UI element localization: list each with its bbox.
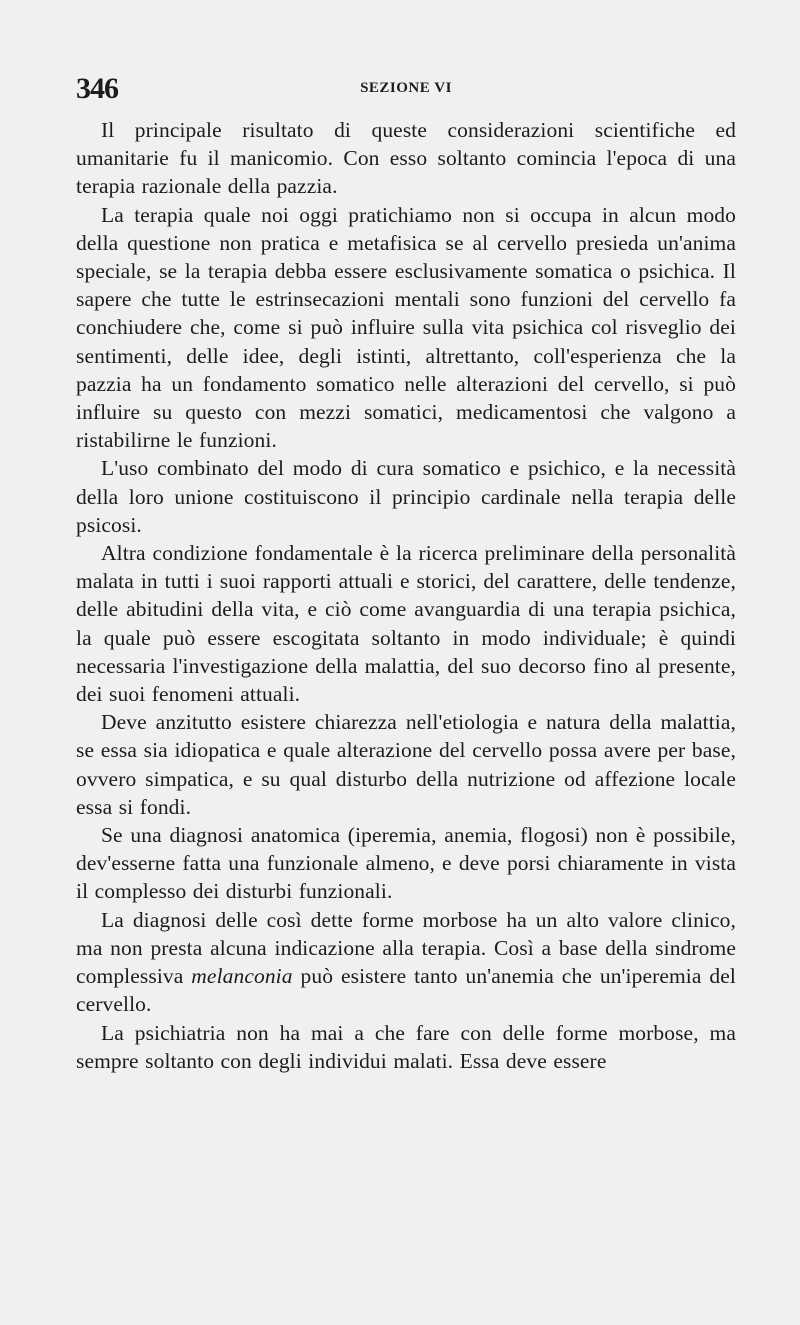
paragraph-8: La psichiatria non ha mai a che fare con delle forme morbose, ma sempre soltanto con degli individui malati. Essa deve essere <box>76 1020 736 1073</box>
emphasis-melanconia: melanconia <box>191 964 293 989</box>
paragraph-1: Il principale risultato di queste considerazioni scientifiche ed umanitarie fu il manicomio. Con esso soltanto comincia l'epoca di una terapia razionale della pazzia. <box>76 118 736 199</box>
section-title: SEZIONE VI <box>360 80 452 96</box>
page-header <box>76 72 736 108</box>
paragraph-2: La terapia quale noi oggi pratichiamo non si occupa in alcun modo della questione non pratica e metafisica se al cervello presieda un'anima speciale, se la terapia debba essere esclusivamente somatica o psichica. Il sapere che tutte le estrinsecazioni mentali sono funzioni del cervello fa conchiudere che, come si può influire sulla vita psichica col risveglio dei sentimenti, delle idee, degli istinti, altrettanto, coll'esperienza che la pazzia ha un fondamento somatico nelle alterazioni del cervello, si può influire su questo con mezzi somatici, medicamentosi che valgono a ristabilirne le funzioni. <box>76 202 736 453</box>
paragraph-4: Altra condizione fondamentale è la ricerca preliminare della personalità malata in tutti i suoi rapporti attuali e storici, del carattere, delle tendenze, delle abitudini della vita, e ciò come avanguardia di una terapia psichica, la quale può essere escogitata soltanto in modo individuale; è quindi necessaria l'investigazione della malattia, del suo decorso fino al presente, dei suoi fenomeni attuali. <box>76 541 736 707</box>
body-text <box>76 116 736 1075</box>
paragraph-3: L'uso combinato del modo di cura somatico e psichico, e la necessità della loro unione costituiscono il principio cardinale nella terapia delle psicosi. <box>76 456 736 537</box>
paragraph-5: Deve anzitutto esistere chiarezza nell'etiologia e natura della malattia, se essa sia idiopatica e quale alterazione del cervello possa avere per base, ovvero simpatica, e su qual disturbo della nutrizione od affezione locale essa si fondi. <box>76 710 736 819</box>
page-number: 346 <box>76 72 118 105</box>
paragraph-6: Se una diagnosi anatomica (iperemia, anemia, flogosi) non è possibile, dev'esserne fatta una funzionale almeno, e deve porsi chiaramente in vista il complesso dei disturbi funzionali. <box>76 823 736 904</box>
paragraph-7-text-before: La diagnosi delle così dette forme morbose ha un alto valore clinico, ma non presta alcuna indicazione alla terapia. Così a base della sindrome complessiva <box>76 907 736 989</box>
paragraph-7-text-after: può esistere tanto un'anemia che un'iperemia del cervello. <box>76 964 736 1017</box>
paragraph-7 <box>76 906 736 1019</box>
